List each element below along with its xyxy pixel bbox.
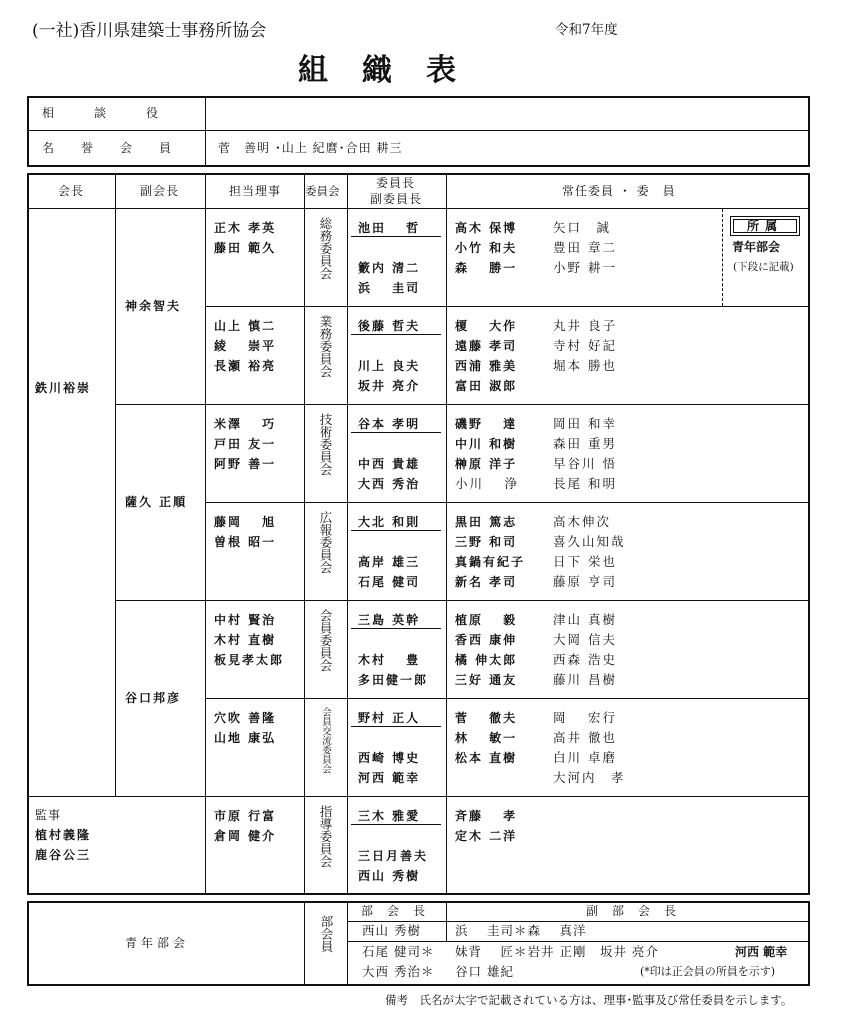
member-name: 堀本 勝也 [553, 358, 617, 373]
youth-row2-rest: 谷口 雄紀 [455, 964, 514, 979]
director-name: 藤田 範久 [214, 241, 277, 255]
vice-chair-name: 西山 秀樹 [358, 869, 421, 883]
regular-member-name: 真鍋有紀子 [455, 555, 526, 569]
youth-head: 西山 秀樹 [362, 923, 421, 938]
member-name: 大河内 孝 [553, 770, 626, 785]
youth-row2-left: 大西 秀治＊ [362, 964, 435, 979]
director-name: 長瀬 裕亮 [214, 359, 277, 373]
vice-chair-name: 浜 圭司 [358, 281, 421, 295]
director-name: 山上 慎二 [214, 319, 277, 333]
member-name: 丸井 良子 [553, 318, 617, 333]
regular-member-name: 橘 伸太郎 [455, 653, 518, 667]
regular-member-name: 富田 淑郎 [455, 379, 518, 393]
auditor-name: 鹿谷公三 [35, 848, 92, 862]
regular-member-name: 松本 直樹 [455, 751, 518, 765]
director-name: 綾 崇平 [214, 339, 277, 353]
chair-name: 三木 雅愛 [358, 809, 421, 823]
director-name: 藤岡 旭 [214, 515, 277, 529]
member-name: 小野 耕一 [553, 260, 617, 275]
member-name: 喜久山知哉 [553, 534, 626, 549]
regular-member-name: 斉藤 孝 [455, 809, 518, 823]
vice-chair-name: 三日月善夫 [358, 849, 429, 863]
member-name: 矢口 誠 [553, 220, 612, 235]
director-name: 戸田 友一 [214, 437, 277, 451]
member-name: 大岡 信夫 [553, 632, 617, 647]
fiscal-year: 令和7年度 [555, 22, 618, 38]
col-vice-chair: 副委員長 [370, 192, 423, 206]
youth-vice-heads: 浜 圭司＊森 真洋 [455, 923, 587, 938]
regular-member-name: 植原 毅 [455, 613, 518, 627]
member-name: 白川 卓磨 [553, 750, 617, 765]
youth-label: 青年部会 [125, 936, 190, 950]
committee-name: 業務委員会 [318, 315, 333, 378]
member-name: 岡 宏行 [553, 710, 617, 725]
vice-chair-name: 中西 貴雄 [358, 457, 421, 471]
honorary-value: 菅 善明 ･山上 紀麿･合田 耕三 [218, 141, 403, 155]
director-name: 木村 直樹 [214, 633, 277, 647]
director-name: 板見孝太郎 [214, 653, 285, 667]
youth-row1-left: 石尾 健司＊ [362, 944, 435, 959]
member-name: 長尾 和明 [553, 476, 617, 491]
director-name: 倉岡 健介 [214, 829, 277, 843]
member-name: 豊田 章二 [553, 240, 617, 255]
member-name: 津山 真樹 [553, 612, 617, 627]
col-committee: 委員会 [305, 184, 340, 198]
affiliation-heading-text: 所 属 [747, 219, 779, 233]
youth-row1-bold: 河西 範幸 [735, 945, 788, 959]
vice-president-3: 谷口邦彦 [125, 691, 182, 705]
member-name: 高井 徹也 [553, 730, 617, 745]
affiliation-note: (下段に記載) [733, 261, 794, 273]
vice-chair-name: 多田健一郎 [358, 673, 429, 687]
youth-vice-head-label: 副 部 会 長 [586, 904, 678, 918]
committee-name: 指導委員会 [318, 805, 333, 868]
director-name: 正木 孝英 [214, 221, 277, 235]
vice-chair-name: 籔内 清二 [358, 261, 421, 275]
regular-member-name: 定木 二洋 [455, 829, 518, 843]
president-name: 鉄川裕崇 [35, 381, 92, 395]
counselor-label: 相 談 役 [42, 106, 160, 120]
vice-chair-name: 大西 秀治 [358, 477, 421, 491]
col-vice-president: 副会長 [140, 184, 180, 198]
committee-name: 技術委員会 [318, 413, 333, 476]
regular-member-name: 三好 通友 [455, 673, 518, 687]
regular-member-name: 榊原 洋子 [455, 457, 518, 471]
regular-member-name: 遠藤 孝司 [455, 339, 518, 353]
vice-chair-name: 高岸 雄三 [358, 555, 421, 569]
committee-name: 総務委員会 [318, 217, 333, 280]
vice-president-2: 薩久 正順 [125, 495, 188, 509]
member-name: 寺村 好記 [553, 338, 617, 353]
regular-member-name: 榎 大作 [455, 319, 518, 333]
vice-chair-name: 川上 良夫 [358, 359, 421, 373]
member-name: 日下 栄也 [553, 554, 617, 569]
honorary-label: 名 誉 会 員 [42, 141, 173, 155]
committee-name: 広報委員会 [318, 511, 333, 574]
youth-row1-rest: 妹背 匠＊岩井 正剛 坂井 亮介 [455, 944, 659, 959]
regular-member-name: 林 敏一 [455, 731, 518, 745]
director-name: 阿野 善一 [214, 457, 277, 471]
director-name: 米澤 巧 [214, 417, 277, 431]
col-chair: 委員長 [376, 176, 416, 190]
col-members: 常任委員 ・ 委 員 [562, 184, 676, 198]
committee-name: 会員委員会 [318, 609, 333, 672]
regular-member-name: 新名 孝司 [455, 575, 518, 589]
chair-name: 谷本 孝明 [358, 417, 421, 431]
member-name: 西森 浩史 [553, 652, 617, 667]
chair-name: 野村 正人 [358, 711, 421, 725]
page-title: 組 織 表 [298, 53, 458, 88]
regular-member-name: 菅 徹夫 [455, 711, 518, 725]
director-name: 曽根 昭一 [214, 535, 277, 549]
auditor-name: 植村義隆 [35, 828, 92, 842]
vice-chair-name: 河西 範幸 [358, 771, 421, 785]
regular-member-name: 香西 康伸 [455, 633, 518, 647]
chair-name: 池田 哲 [358, 221, 421, 235]
regular-member-name: 高木 保博 [455, 221, 518, 235]
col-director: 担当理事 [229, 184, 282, 198]
member-name: 藤川 昌樹 [553, 672, 617, 687]
vice-chair-name: 坂井 亮介 [358, 379, 421, 393]
member-name: 早谷川 悟 [553, 456, 617, 471]
youth-members-label: 部会員 [319, 915, 334, 953]
committee-name: 会員交流委員会 [320, 707, 331, 774]
vice-chair-name: 石尾 健司 [358, 575, 421, 589]
col-president: 会長 [58, 184, 85, 198]
regular-member-name: 三野 和司 [455, 535, 518, 549]
vice-chair-name: 木村 豊 [358, 653, 421, 667]
director-name: 穴吹 善隆 [214, 711, 277, 725]
regular-member-name: 磯野 達 [455, 417, 518, 431]
regular-member-name: 黒田 篤志 [455, 515, 518, 529]
chair-name: 大北 和則 [358, 515, 421, 529]
chair-name: 後藤 哲夫 [358, 319, 421, 333]
vice-president-1: 神余智夫 [125, 299, 182, 313]
regular-member-name: 森 勝一 [455, 261, 518, 275]
regular-member-name: 小川 浄 [455, 476, 519, 491]
regular-member-name: 中川 和樹 [455, 437, 518, 451]
chair-name: 三島 英幹 [358, 613, 421, 627]
member-name: 藤原 亨司 [553, 574, 617, 589]
youth-row2-note: (*印は正会員の所員を示す) [640, 965, 776, 978]
org-name: (一社)香川県建築士事務所協会 [32, 21, 267, 41]
director-name: 中村 賢治 [214, 613, 277, 627]
member-name: 高木伸次 [553, 514, 612, 529]
director-name: 市原 行富 [214, 809, 277, 823]
regular-member-name: 西浦 雅美 [455, 359, 518, 373]
youth-head-label: 部 会 長 [361, 904, 427, 918]
member-name: 岡田 和幸 [553, 416, 617, 431]
affiliation-name: 青年部会 [732, 240, 781, 254]
member-name: 森田 重男 [553, 436, 617, 451]
director-name: 山地 康弘 [214, 731, 277, 745]
auditor-label: 監事 [35, 808, 62, 822]
footnote: 備考 氏名が太字で記載されている方は、理事･監事及び常任委員を示します。 [385, 993, 793, 1007]
regular-member-name: 小竹 和夫 [455, 241, 518, 255]
vice-chair-name: 西崎 博史 [358, 751, 421, 765]
